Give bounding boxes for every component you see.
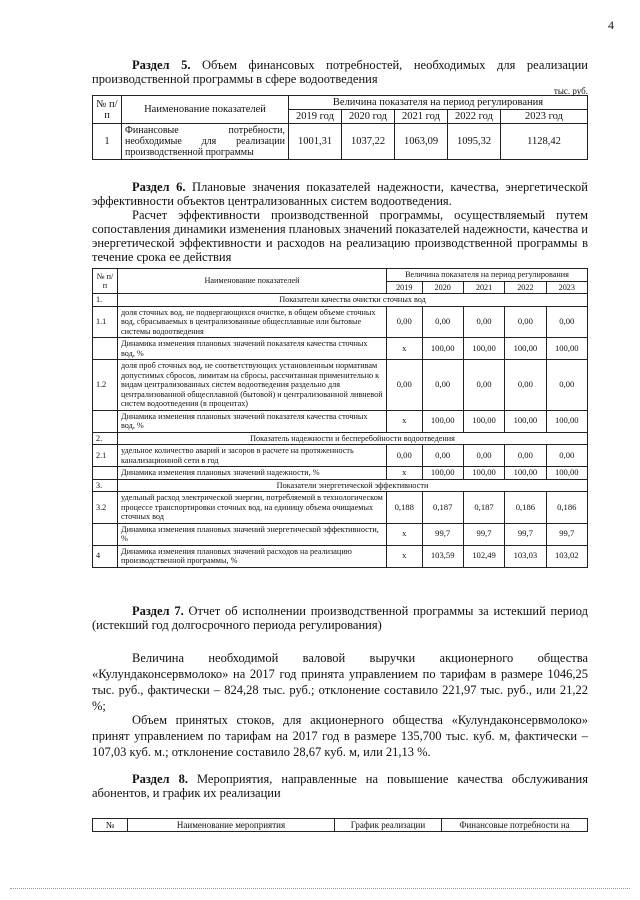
t1-row-name: Финансовые потребности, необходимые для реализации производственной программы: [122, 124, 289, 160]
t2-value: 100,00: [546, 338, 587, 360]
table-row: [93, 492, 588, 524]
t2-row-num: [93, 523, 118, 545]
t1-year: 2022 год: [448, 110, 501, 124]
t2-value: 103,03: [505, 545, 546, 567]
page-number: 4: [608, 18, 614, 32]
t1-header-name: Наименование показателей: [122, 96, 289, 124]
section6-paragraph: Расчет эффективности производственной программы, осуществляемый путем сопоставления динамики изменения плановых значений показателей надежности, качества и энергетической эффективности и расходов на реализацию производственной программы в течение срока ее действия: [92, 208, 588, 264]
table-row: [93, 523, 588, 545]
t2-value: х: [387, 338, 423, 360]
t2-row-num: [93, 467, 118, 480]
t2-value: 0,00: [546, 306, 587, 338]
t2-year: 2023: [546, 281, 587, 294]
t2-row-num: 3.2: [93, 492, 118, 524]
table-section-row: [93, 479, 588, 492]
t2-value: 0,00: [422, 360, 463, 411]
t2-value: 0,00: [505, 360, 546, 411]
section5-label: Раздел 5.: [132, 58, 191, 72]
section5-heading: [92, 58, 588, 86]
table-row: [93, 124, 588, 160]
t2-value: 99,7: [546, 523, 587, 545]
t1-value: 1095,32: [448, 124, 501, 160]
t2-value: х: [387, 467, 423, 480]
t2-value: 100,00: [505, 467, 546, 480]
table-section-row: [93, 432, 588, 445]
t2-value: 0,00: [463, 360, 504, 411]
t2-value: 0,00: [546, 445, 587, 467]
t1-value: 1001,31: [289, 124, 342, 160]
table-row: [93, 545, 588, 567]
section7-heading: [92, 604, 588, 632]
t2-body: [93, 294, 588, 568]
section5-title: Объем финансовых потребностей, необходимых для реализации производственной программы в сфере водоотведения: [92, 58, 588, 86]
section6-table: [92, 268, 588, 568]
t2-row-name: доля сточных вод, не подвергающихся очистке, в общем объеме сточных вод, сбрасываемых в централизованные общесплавные или бытовые системы водоотведения: [118, 306, 387, 338]
t3-header: Наименование мероприятия: [128, 819, 335, 832]
table-row: [93, 306, 588, 338]
table-row: [93, 360, 588, 411]
t2-value: 100,00: [463, 338, 504, 360]
section7-paragraph2: Объем принятых стоков, для акционерного общества «Кулундаконсервмолоко» принят управлением по тарифам на 2017 год в размере 135,700 тыс. куб. м, фактически – 107,03 куб. м.; отклонение составило 28,67 куб. м, или 21,13 %.: [92, 713, 588, 759]
t2-row-name: Динамика изменения плановых значений энергетической эффективности, %: [118, 523, 387, 545]
t3-header: №: [93, 819, 128, 832]
table-section-row: [93, 294, 588, 307]
section8-title: Мероприятия, направленные на повышение качества обслуживания абонентов, и график их реализации: [92, 772, 588, 800]
section6-heading: [92, 180, 588, 208]
section5-units: тыс. руб.: [553, 86, 588, 96]
t2-row-num: 3.: [93, 479, 118, 492]
t3-header: График реализации: [335, 819, 442, 832]
t1-header-period: Величина показателя на период регулирования: [289, 96, 588, 110]
t2-value: 100,00: [505, 410, 546, 432]
t2-row-num: 1.: [93, 294, 118, 307]
t2-year: 2020: [422, 281, 463, 294]
section7-paragraph1: Величина необходимой валовой выручки акционерного общества «Кулундаконсервмолоко» на 2017 год принята управлением по тарифам в размере 1046,25 тыс. руб., фактически – 824,28 тыс. руб.; отклонение составило 221,97 тыс. руб., или 21,22 %;: [92, 651, 588, 713]
t2-row-num: 2.1: [93, 445, 118, 467]
t2-value: 0,00: [387, 445, 423, 467]
table-row: [93, 445, 588, 467]
t2-value: 0,00: [463, 445, 504, 467]
t2-value: 103,59: [422, 545, 463, 567]
t2-row-num: [93, 410, 118, 432]
t3-header: Финансовые потребности на: [442, 819, 588, 832]
t2-header-period: Величина показателя на период регулирования: [387, 269, 588, 282]
t1-year: 2021 год: [395, 110, 448, 124]
t2-row-num: 2.: [93, 432, 118, 445]
section5-table: [92, 95, 588, 160]
t2-value: 0,00: [505, 306, 546, 338]
t2-value: 0,00: [387, 306, 423, 338]
t2-value: 0,00: [422, 306, 463, 338]
t2-row-name: Динамика изменения плановых значений расходов на реализацию производственной программы, %: [118, 545, 387, 567]
t2-value: 100,00: [422, 410, 463, 432]
t2-value: 100,00: [546, 410, 587, 432]
t2-value: 100,00: [546, 467, 587, 480]
t1-value: 1037,22: [342, 124, 395, 160]
t1-value: 1063,09: [395, 124, 448, 160]
t2-header-num: № п/п: [93, 269, 118, 294]
t2-section-title: Показатели качества очистки сточных вод: [118, 294, 588, 307]
t2-value: 0,00: [505, 445, 546, 467]
section8-heading: [92, 772, 588, 800]
t2-row-num: [93, 338, 118, 360]
section6-title: Плановые значения показателей надежности, качества, энергетической эффективности объектов централизованных систем водоотведения.: [92, 180, 588, 208]
t2-value: 102,49: [463, 545, 504, 567]
t2-value: 100,00: [505, 338, 546, 360]
t2-value: х: [387, 410, 423, 432]
t2-row-name: Динамика изменения плановых значений надежности, %: [118, 467, 387, 480]
t2-row-name: удельный расход электрической энергии, потребляемой в технологическом процессе транспортировки сточных вод, на единицу объема очищаемых сточных вод: [118, 492, 387, 524]
t1-year: 2020 год: [342, 110, 395, 124]
table-row: [93, 410, 588, 432]
t2-section-title: Показатели энергетической эффективности: [118, 479, 588, 492]
t2-year: 2021: [463, 281, 504, 294]
t2-value: 99,7: [505, 523, 546, 545]
t2-row-num: 1.1: [93, 306, 118, 338]
section7-label: Раздел 7.: [132, 604, 184, 618]
t2-value: 100,00: [463, 467, 504, 480]
t2-section-title: Показатель надежности и бесперебойности водоотведения: [118, 432, 588, 445]
t1-year: 2023 год: [501, 110, 588, 124]
t2-header-name: Наименование показателей: [118, 269, 387, 294]
t1-value: 1128,42: [501, 124, 588, 160]
t2-year: 2022: [505, 281, 546, 294]
section6-label: Раздел 6.: [132, 180, 186, 194]
t2-year: 2019: [387, 281, 423, 294]
t2-value: 99,7: [422, 523, 463, 545]
t2-row-num: 4: [93, 545, 118, 567]
table-row: [93, 338, 588, 360]
t2-value: х: [387, 523, 423, 545]
section7-title: Отчет об исполнении производственной программы за истекший период (истекший год долгосрочного периода регулирования): [92, 604, 588, 632]
page-bottom-divider: [10, 888, 630, 889]
t2-row-name: Динамика изменения плановых значений показателя качества сточных вод, %: [118, 410, 387, 432]
t2-row-name: Динамика изменения плановых значений показателя качества сточных вод, %: [118, 338, 387, 360]
t2-value: 100,00: [463, 410, 504, 432]
t2-value: 100,00: [422, 467, 463, 480]
section8-label: Раздел 8.: [132, 772, 188, 786]
t2-row-name: удельное количество аварий и засоров в расчете на протяженность канализационной сети в год: [118, 445, 387, 467]
t2-value: 103,02: [546, 545, 587, 567]
t2-row-name: доля проб сточных вод, не соответствующих установленным нормативам допустимых сбросов, лимитам на сбросы, рассчитанная применительно к видам централизованных систем водоотведения раздельно для централизованной общесплавной (бытовой) и централизованной ливневой систем водоотведения (в процентах): [118, 360, 387, 411]
t2-value: 0,186: [505, 492, 546, 524]
t2-value: 0,187: [463, 492, 504, 524]
t1-year: 2019 год: [289, 110, 342, 124]
t1-row-num: 1: [93, 124, 122, 160]
t2-value: 0,186: [546, 492, 587, 524]
t2-value: 0,187: [422, 492, 463, 524]
t2-value: 100,00: [422, 338, 463, 360]
t1-header-num: № п/п: [93, 96, 122, 124]
t2-value: 0,00: [422, 445, 463, 467]
t2-value: 99,7: [463, 523, 504, 545]
t2-value: 0,00: [463, 306, 504, 338]
t2-value: 0,00: [546, 360, 587, 411]
t2-value: х: [387, 545, 423, 567]
section8-table: [92, 818, 588, 832]
t2-value: 0,00: [387, 360, 423, 411]
table-row: [93, 467, 588, 480]
t2-value: 0,188: [387, 492, 423, 524]
t2-row-num: 1.2: [93, 360, 118, 411]
